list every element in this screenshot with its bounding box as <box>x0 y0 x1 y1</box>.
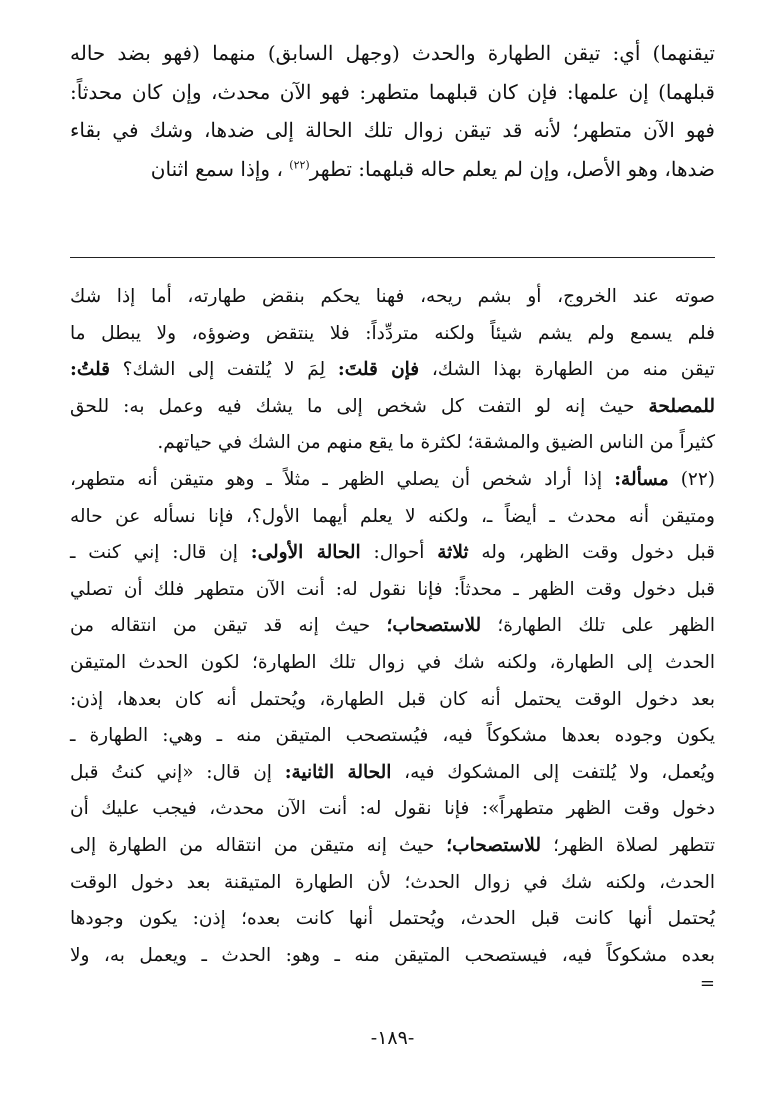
main-line-text: ضدها، وهو الأصل، وإن لم يعلم حاله قبلهما: تطهر <box>309 156 715 181</box>
note-text: حيث إنه متيقن من انتقاله من الطهارة إلى <box>70 834 435 856</box>
note-text: الظهر على تلك الطهارة؛ <box>497 615 715 637</box>
reason-label: للمصلحة <box>648 395 715 417</box>
note-line <box>70 462 715 499</box>
note-line <box>70 535 715 572</box>
note-line: صوته عند الخروج، أو بشم ريحه، فهنا يحكم بنقض طهارته، أما إذا شك <box>70 286 715 307</box>
note-line <box>70 352 715 389</box>
question-text: لِمَ لا يُلتفت إلى الشك؟ <box>122 359 326 381</box>
note-text: تتطهر لصلاة الظهر؛ <box>553 834 716 856</box>
main-line <box>70 150 715 189</box>
main-line: قبلهما) إن علمها: فإن كان قبلهما متطهر: فهو الآن محدث، وإن كان محدثاً: <box>70 79 715 104</box>
note-line: دخول وقت الظهر متطهراً»: فإنا نقول له: أنت الآن محدث، فيجب عليك أن <box>70 798 715 820</box>
footnote-reference[interactable]: (٢٢) <box>289 157 310 171</box>
main-line: فهو الآن متطهر؛ لأنه قد تيقن زوال تلك الحالة إلى ضدها، وشك في بقاء <box>70 118 715 142</box>
note-text: قبل دخول وقت الظهر، وله <box>481 542 715 564</box>
note-line <box>70 755 715 792</box>
question-label: فإن قلتَ: <box>337 359 420 381</box>
note-line: يُحتمل أنها كانت قبل الحدث، ويُحتمل أنها كانت بعده؛ إذن: يكون وجودها <box>70 908 715 930</box>
note-line <box>70 828 715 865</box>
issue-label: مسألة: <box>614 468 669 490</box>
answer-label: قلتُ: <box>70 359 110 381</box>
note-text: إن قال: إني كنت ـ <box>70 542 238 564</box>
note-line <box>70 608 715 645</box>
note-line: بعد دخول الوقت يحتمل أنه كان قبل الطهارة، ويُحتمل أنه كان بعدها، إذن: <box>70 688 715 710</box>
main-line-tail: ، وإذا سمع اثنان <box>150 156 283 181</box>
note-line: الحدث إلى الطهارة، ولكنه شك في زوال تلك الطهارة؛ لكون الحدث المتيقن <box>70 651 715 673</box>
main-text-block <box>70 34 715 188</box>
main-line: تيقنهما) أي: تيقن الطهارة والحدث (وجهل السابق) منهما (فهو بضد حاله <box>70 41 715 65</box>
istishab-label: للاستصحاب؛ <box>446 834 541 856</box>
note-line: قبل دخول وقت الظهر ـ محدثاً: فإنا نقول له: أنت الآن متطهر فلك أن تصلي <box>70 578 715 600</box>
note-line: فلم يسمع ولم يشم شيئاً ولكنه متردِّداً: فلا ينتقض وضوؤه، ولا يبطل ما <box>70 322 715 344</box>
note-text: تيقن منه من الطهارة بهذا الشك، <box>431 359 715 381</box>
footnote-number: (٢٢) <box>680 468 715 490</box>
note-text: حيث إنه قد تيقن من انتقاله من <box>70 615 371 637</box>
footnote-separator <box>70 257 715 258</box>
note-text: أحوال: <box>373 542 425 564</box>
note-text: إذا أراد شخص أن يصلي الظهر ـ مثلاً ـ وهو متيقن أنه متطهر، <box>70 468 603 490</box>
three-states-label: ثلاثة <box>437 542 469 564</box>
footnotes-block <box>70 279 715 994</box>
continuation-mark: = <box>699 973 715 995</box>
note-text: ويُعمل، ولا يُلتفت إلى المشكوك فيه، <box>404 761 715 783</box>
first-state-label: الحالة الأولى: <box>250 542 361 564</box>
note-line <box>70 389 715 426</box>
istishab-label: للاستصحاب؛ <box>386 615 482 637</box>
book-page <box>70 34 715 1096</box>
note-text: حيث إنه لو التفت كل شخص إلى ما يشك فيه وعمل به: للحق <box>70 395 635 417</box>
note-line: ومتيقن أنه محدث ـ أيضاً ـ، ولكنه لا يعلم أيهما الأول؟، فإنا نسأله عن حاله <box>70 505 715 527</box>
note-line: كثيراً من الناس الضيق والمشقة؛ لكثرة ما يقع منهم من الشك في حياتهم. <box>157 432 715 454</box>
note-line: بعده مشكوكاً فيه، فيستصحب المتيقن منه ـ وهو: الحدث ـ ويعمل به، ولا <box>70 944 715 966</box>
page-number: -١٨٩- <box>370 1027 415 1049</box>
second-state-label: الحالة الثانية: <box>284 761 392 783</box>
note-text: إن قال: «إني كنتُ قبل <box>70 761 272 783</box>
footnote-22 <box>70 462 715 994</box>
note-line: الحدث، ولكنه شك في زوال الحدث؛ لأن الطهارة المتيقنة بعد دخول الوقت <box>70 871 715 893</box>
footnote-continued <box>70 279 715 462</box>
note-line: يكون وجوده بعدها مشكوكاً فيه، فيُستصحب المتيقن منه ـ وهي: الطهارة ـ <box>70 725 715 747</box>
